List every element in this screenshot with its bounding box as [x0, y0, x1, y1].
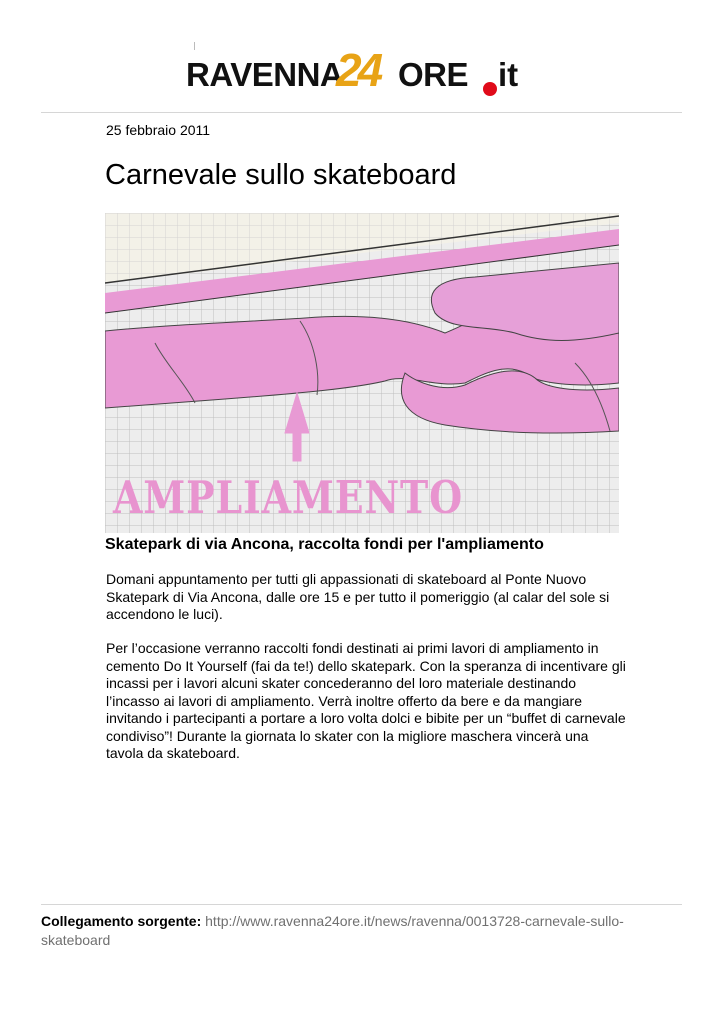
article-subtitle: Skatepark di via Ancona, raccolta fondi per l'ampliamento: [105, 536, 544, 553]
source-label: Collegamento sorgente:: [41, 913, 202, 929]
image-caption-ampliamento: AMPLIAMENTO: [112, 471, 463, 524]
article-date: 25 febbraio 2011: [106, 122, 211, 138]
source-link-block: [41, 912, 681, 950]
logo-red-dot: [483, 82, 497, 96]
header-divider: [41, 112, 682, 113]
logo-tick-mark: [194, 42, 195, 50]
logo-number-24: 24: [336, 44, 380, 96]
article-paragraph: Domani appuntamento per tutti gli appassionati di skateboard al Ponte Nuovo Skatepark di Via Ancona, dalle ore 15 e per tutto il pomeriggio (al calar del sole si accendono le luci).: [106, 571, 610, 622]
footer-divider: [41, 904, 682, 905]
logo-tld: it: [498, 56, 519, 93]
skatepark-drawing: [105, 213, 619, 533]
source-url-link[interactable]: http://www.ravenna24ore.it/news/ravenna/0013728-carnevale-sullo-skateboard: [41, 913, 624, 948]
article-paragraph: Per l’occasione verranno raccolti fondi destinati ai primi lavori di ampliamento in cemento Do It Yourself (fai da te!) dello skatepark. Con la speranza di incentivare gli incassi per i lavori alcuni skater concederanno del loro materiale destinando l’incasso ai lavori di ampliamento. Verrà inoltre offerto da bere e da mangiare invitando i partecipanti a portare a loro volta dolci e bibite per un “buffet di carnevale condiviso”! Durante la giornata lo skater con la migliore maschera vincerà una tavola da skateboard.: [106, 640, 626, 761]
article-title: Carnevale sullo skateboard: [105, 159, 457, 191]
logo-word-ore: ORE: [398, 56, 469, 93]
logo-word-ravenna: RAVENNA: [186, 56, 344, 93]
article-image: [105, 213, 619, 533]
site-logo[interactable]: [186, 46, 538, 98]
